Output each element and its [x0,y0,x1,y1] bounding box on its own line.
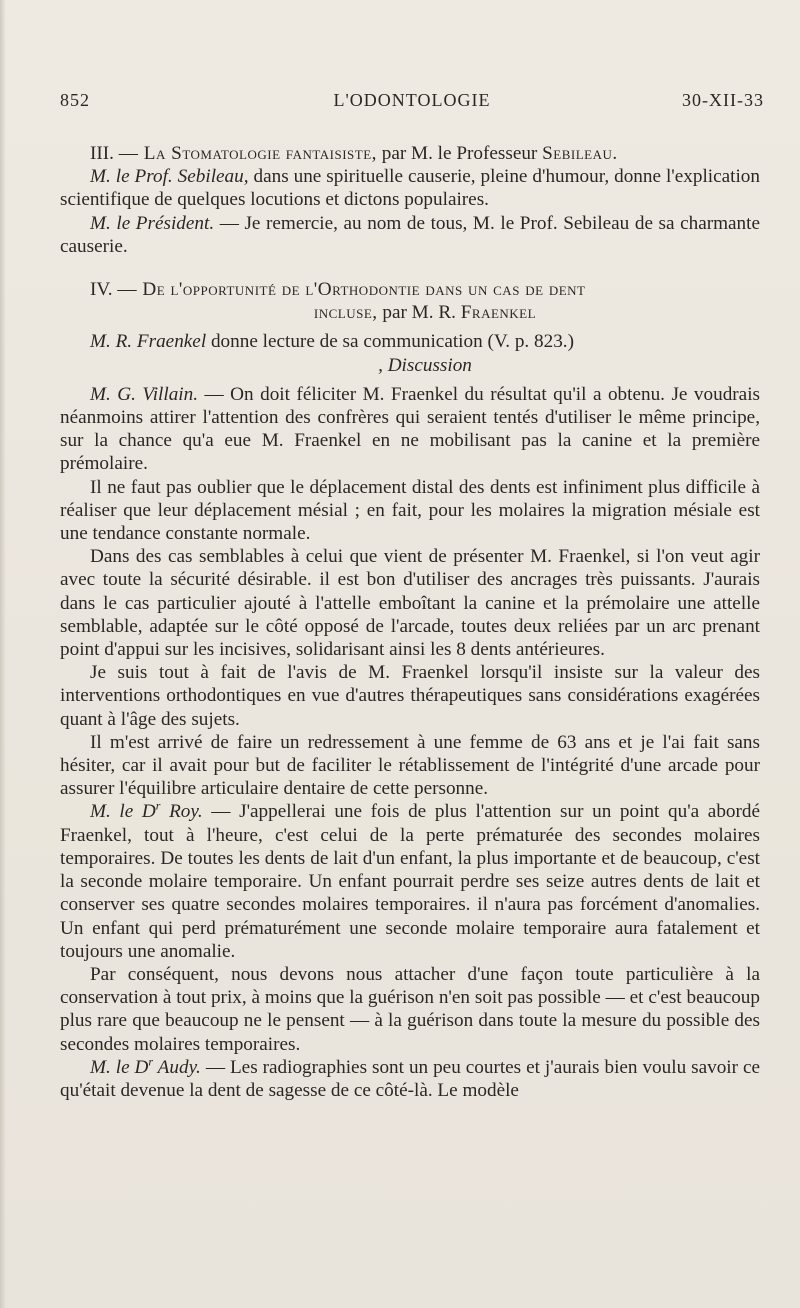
article-body [60,142,760,1102]
paragraph-1-text: dans une spirituelle causerie, pleine d'humour, donne l'explication scientifique de quelques locutions et dictons populaires. [60,166,760,211]
speaker-villain: M. G. Villain. [90,383,199,405]
paragraph-3 [60,330,760,353]
paragraph-11-text: — Les radiographies sont un peu courtes et j'aurais bien voulu savoir ce qu'était devenue la dent de sagesse de ce côté-là. Le modèle [60,1056,761,1101]
page-edge-shadow [0,0,6,1308]
journal-title: L'ODONTOLOGIE [333,90,491,110]
speaker-roy [90,801,203,822]
section-3-author: Sebileau. [542,143,618,164]
speaker-roy-a: M. le D [90,801,156,823]
paragraph-2 [60,212,760,258]
paragraph-9-text: — J'appellerai une fois de plus l'attention sur un point qu'a abordé Fraenkel, tout à l'heure, c'est celui de la perte prématurée des secondes molaires temporaires. De toutes les dents de lait d'un enfant, la plus importante et de beaucoup, c'est la seconde molaire temporaire. Un enfant pourrait perdre ses seize autres dents de lait et conserver ses quatre secondes molaires temporaires. il n'aura pas forcément d'anomalies. Un enfant qui perd prématurément une seconde molaire temporaire aura fatalement et toujours une anomalie. [60,801,761,962]
paragraph-8: Il m'est arrivé de faire un redressement à une femme de 63 ans et je l'ai fait sans hésiter, car il avait pour but de faciliter le rétablissement de l'intégrité d'une arcade pour assurer l'équilibre articulaire dentaire de cette personne. [60,731,760,800]
page-number: 852 [60,90,90,110]
paragraph-11 [60,1056,760,1102]
paragraph-7: Je suis tout à fait de l'avis de M. Fraenkel lorsqu'il insiste sur la valeur des interventions orthodontiques en vue d'autres thérapeutiques sans considérations exagérées quant à l'âge des sujets. [60,662,760,730]
section-4-by: par M. R. [382,302,456,324]
discussion-heading: , Discussion [378,354,472,376]
section-4-numeral: IV. [90,279,113,301]
section-3-numeral: III. [90,143,114,164]
section-gap [60,258,760,278]
paragraph-10: Par conséquent, nous devons nous attacher d'une façon toute particulière à la conservation à tout prix, à moins que la guérison n'en soit pas possible — et c'est beaucoup plus rare que beaucoup ne le pensent — à la guérison dans toute la mesure du possible des secondes molaires temporaires. [60,963,760,1055]
paragraph-2-text: — Je remercie, au nom de tous, M. le Prof. Sebileau de sa charmante causerie. [60,212,760,257]
section-3-title: — La Stomatologie fantaisiste, [118,143,377,164]
speaker-roy-b: Roy. [160,801,203,823]
speaker-roy-sup: r [155,799,161,814]
paragraph-3-text: donne lecture de sa communication (V. p. 823.) [206,331,574,353]
running-head [60,90,764,116]
paragraph-9 [60,800,760,962]
section-3-by: par M. le Professeur [381,143,538,164]
speaker-audy-sup: r [148,1054,154,1069]
speaker-sebileau: M. le Prof. Sebileau, [90,166,249,188]
section-4-heading [60,278,760,301]
speaker-audy-b: Audy. [153,1056,201,1078]
speaker-audy [90,1054,201,1078]
speaker-audy-a: M. le D [90,1056,149,1078]
speaker-fraenkel: M. R. Fraenkel [90,331,207,353]
paragraph-6: Dans des cas semblables à celui que vient de présenter M. Fraenkel, si l'on veut agir avec toute la sécurité désirable. il est bon d'utiliser des ancrages très puissants. J'aurais dans le cas particulier ajouté à l'attelle emboîtant la canine et la prémolaire une attelle semblable, adaptée sur le côté opposé de l'arcade, toutes deux reliées par un arc prenant point d'appui sur les incisives, solidarisant ainsi les 8 dents antérieures. [60,546,760,661]
section-4-title-line2: incluse, [313,302,378,324]
issue-date: 30-XII-33 [682,90,764,110]
section-4-title-line1: — De l'opportunité de l'Orthodontie dans un cas de dent [117,279,586,301]
paragraph-4 [60,383,760,476]
section-4-author: Fraenkel [460,302,537,324]
speaker-president: M. le Président. [90,212,215,234]
section-3-heading [60,142,760,165]
paragraph-4-text: — On doit féliciter M. Fraenkel du résultat qu'il a obtenu. Je voudrais néanmoins attirer l'attention des confrères qui seraient tentés d'utiliser le même principe, sur la chance qu'a eue M. Fraenkel en ne mobilisant pas la canine et la première prémolaire. [60,383,760,475]
section-4-heading-line2 [60,301,760,324]
paragraph-5: Il ne faut pas oublier que le déplacement distal des dents est infiniment plus difficile à réaliser que leur déplacement mésial ; en fait, pour les molaires la migration mésiale est une tendance constante normale. [60,476,760,545]
paragraph-1 [60,165,760,211]
